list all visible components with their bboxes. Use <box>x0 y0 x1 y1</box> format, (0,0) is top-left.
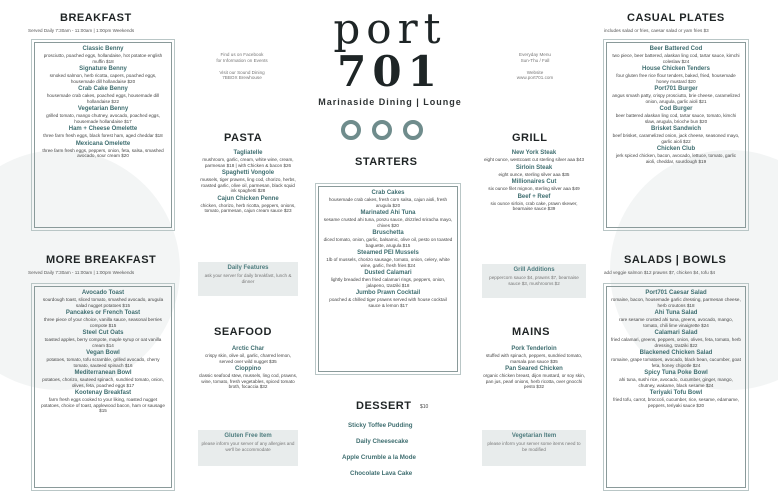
item-desc: jerk spiced chicken, bacon, avocado, lettuce, tomato, garlic aioli, cheddar, sourdough $19 <box>615 153 736 164</box>
info-line: for Information on Events <box>216 57 268 63</box>
grill-title: GRILL <box>512 132 548 144</box>
item-name: Port701 Burger <box>654 86 698 92</box>
item-desc: two piece, beer battered, alaskan ling cod, tartar sauce, kimchi coleslaw $24 <box>612 53 740 64</box>
menu-item <box>482 346 586 364</box>
menu-item <box>611 86 741 104</box>
pasta-list <box>198 150 298 216</box>
menu-item <box>611 390 741 408</box>
item-desc: farm fresh eggs cooked to your liking, roasted nugget potatoes, choice of toast, applewood bacon, ham or sausage $15 <box>41 397 165 413</box>
more-breakfast-menu-box <box>34 286 172 488</box>
item-desc: lightly breaded then fried calamari rings, peppers, onion, jalapeno, tzatziki $18 <box>330 277 446 288</box>
item-name: Ham + Cheese Omelette <box>68 126 138 132</box>
item-desc: poached & chilled tiger prawns served with house cocktail sauce & lemon $17 <box>329 297 447 308</box>
item-name: Sirloin Steak <box>515 164 553 171</box>
brand-tagline: Marinaside Dining | Lounge <box>318 97 462 107</box>
logo-ring-icon <box>372 120 392 140</box>
item-desc: prosciutto, poached eggs, hollandaise, hot potatoe english muffin $18 <box>43 53 163 64</box>
menu-item <box>482 179 586 192</box>
breakfast-subtitle: Served Daily 7:30am - 11:00am | 1:00pm Weekends <box>28 28 135 33</box>
item-name: Calamari Salad <box>654 330 698 336</box>
item-name: Kootenay Breakfast <box>74 390 132 396</box>
seafood-title: SEAFOOD <box>214 326 272 338</box>
menu-item <box>611 106 741 124</box>
more-breakfast-title: MORE BREAKFAST <box>46 254 157 266</box>
starters-title: STARTERS <box>355 156 418 168</box>
grill-additions-box <box>482 264 586 298</box>
menu-item <box>611 126 741 144</box>
item-desc: rare sesame crusted ahi tuna, greens, avocado, mango, tomato, chili lime vinaigrette $24 <box>619 317 733 328</box>
menu-item <box>611 330 741 348</box>
menu-item <box>198 196 298 214</box>
item-name: Pancakes or French Toast <box>65 310 141 316</box>
item-desc: organic chicken breast, dijon mustard, or soy skin, pan jus, pearl onions, herb ricotta, over gnocchi pesto $32 <box>483 373 585 389</box>
item-name: Cod Burger <box>659 106 693 112</box>
item-desc: angus smash patty, crispy prosciutto, brie cheese, caramelized onion, arugula, garlic aioli $21 <box>612 93 740 104</box>
menu-item <box>482 165 586 178</box>
item-desc: grilled tomato, mango chutney, avocado, poached eggs, housemade hollandaise $17 <box>46 113 160 124</box>
item-name: Teriyaki Tofu Bowl <box>649 390 703 396</box>
item-name: Classic Benny <box>82 46 124 52</box>
item-name: Millionaires Cut <box>511 179 557 185</box>
menu-item <box>198 170 298 194</box>
menu-item <box>39 390 167 414</box>
item-desc: stuffed with spinach, peppers, sundried tomato, marsala pan sauce $35 <box>485 353 583 364</box>
item-desc: beer battered alaskan ling cod, tartar sauce, tomato, kimchi slaw, arugula, brioche bun $20 <box>615 113 737 124</box>
menu-item <box>611 290 741 308</box>
salads-menu-box <box>606 286 746 488</box>
item-name: Chicken Club <box>656 146 696 152</box>
info-line: Everyday Menu <box>519 52 551 57</box>
item-desc: crispy skin, olive oil, garlic, charred lemon, served over wild nugget $35 <box>204 353 292 364</box>
salads-subtitle: add veggie salmon $12 prawns $7, chicken $4, tofu $4 <box>604 270 716 275</box>
logo-ring-icon <box>403 120 423 140</box>
menu-item <box>39 290 167 308</box>
item-desc: three piece of your choice, vanilla sauce, seasonal berries compote $15 <box>44 317 162 328</box>
dessert-item: Daily Cheesecake <box>356 438 409 445</box>
menu-item <box>39 350 167 368</box>
starters-menu-box <box>318 186 458 372</box>
menu-item <box>39 310 167 328</box>
item-name: Pork Tenderloin <box>511 346 557 352</box>
menu-item <box>482 150 586 163</box>
item-name: Cioppino <box>235 366 261 372</box>
feature-title: Grill Additions <box>513 267 555 273</box>
item-name: Jumbo Prawn Cocktail <box>355 290 421 296</box>
item-name: Beef + Reef <box>517 193 551 200</box>
item-name: Crab Cake Benny <box>78 86 128 92</box>
feature-desc: please inform your server some items need to be modified <box>487 441 581 452</box>
item-name: Pan Seared Chicken <box>505 366 563 372</box>
menu-item <box>323 210 453 228</box>
salads-title: SALADS | BOWLS <box>624 254 727 266</box>
item-desc: housemade crab cakes, poached eggs, housemade dill hollandaise $22 <box>46 93 160 104</box>
item-desc: sourdough toast, sliced tomato, smashed avocado, arugula salad nugget potatoes $15 <box>42 297 164 308</box>
item-desc: mussels, tiger prawns, ling cod, chorizo, herbs, roasted garlic, olive oil, parmesan, black squid ink spaghetti $28 <box>200 177 296 193</box>
feature-desc: peppercorn sauce $4, prawns $7, bearnaise sauce $3, mushrooms $2 <box>489 275 579 286</box>
breakfast-title: BREAKFAST <box>60 12 132 24</box>
item-name: Steel Cut Oats <box>82 330 124 336</box>
menu-item <box>39 126 167 139</box>
item-desc: beef brisket, caramelized onion, jack cheese, seasoned mayo, garlic aioli $22 <box>612 133 740 144</box>
item-name: Arctic Char <box>231 346 265 352</box>
item-desc: eight ounce, sterling silver aaa $35 <box>498 171 570 177</box>
item-desc: diced tomato, onion, garlic, balsamic, olive oil, pesto on toasted baguette, arugula $15 <box>323 237 453 248</box>
item-name: Mexicana Omelette <box>75 140 131 147</box>
menu-item <box>198 366 298 390</box>
info-right <box>490 52 580 81</box>
menu-item <box>39 106 167 124</box>
item-desc: ahi tuna, sushi rice, avocado, cucumber, ginger, mango, chutney, wakame, black sesame $24 <box>619 377 733 388</box>
item-name: Spicy Tuna Poke Bowl <box>644 370 708 376</box>
menu-item <box>323 270 453 288</box>
menu-item <box>611 370 741 388</box>
item-desc: toasted apples, berry compote, maple syrup or oat vanilla cream $14 <box>44 337 162 348</box>
menu-item <box>323 290 453 308</box>
menu-item <box>39 330 167 348</box>
gluten-free-box <box>198 430 298 466</box>
item-name: House Chicken Tenders <box>642 66 710 72</box>
menu-item <box>611 350 741 368</box>
menu-item <box>482 194 586 212</box>
info-line: Sun-Thu / Fall <box>520 57 550 63</box>
logo-ring-icon <box>341 120 361 140</box>
seafood-list <box>198 346 298 392</box>
dessert-item: Chocolate Lava Cake <box>350 470 413 477</box>
item-desc: housemade crab cakes, fresh corn salsa, cajun aioli, fresh arugula $20 <box>328 197 448 208</box>
item-name: Vegan Bowl <box>86 350 120 356</box>
mains-title: MAINS <box>512 326 550 338</box>
info-left <box>196 52 288 81</box>
breakfast-menu-box <box>34 42 172 228</box>
item-name: Spaghetti Vongole <box>221 170 275 176</box>
item-desc: fried tofu, carrot, broccoli, cucumber, rice, sesame, edamame, peppers, teriyaki sauce $20 <box>613 397 739 408</box>
menu-item <box>39 370 167 388</box>
casual-menu-box <box>606 42 746 228</box>
menu-item <box>482 366 586 390</box>
feature-title: Gluten Free Item <box>224 433 272 439</box>
item-name: Beer Battered Cod <box>649 46 703 52</box>
item-name: Ahi Tuna Salad <box>654 310 698 316</box>
item-name: Vegetarian Benny <box>77 106 129 112</box>
item-desc: sesame crusted ahi tuna, ponzu sauce, drizzled sriracha mayo, chives $20 <box>323 217 453 228</box>
dessert-title: DESSERT <box>356 400 412 412</box>
pasta-title: PASTA <box>224 132 263 144</box>
item-name: Mediterranean Bowl <box>74 370 132 376</box>
item-desc: romaine, bacon, housemade garlic dressing, parmesan cheese, herb croutons $18 <box>611 297 741 308</box>
menu-item <box>39 141 167 159</box>
feature-desc: ask your server for daily breakfast, lunch & dinner <box>204 273 292 284</box>
casual-title: CASUAL PLATES <box>627 12 725 24</box>
menu-item <box>323 230 453 248</box>
brand-name-line1: port <box>333 4 447 53</box>
menu-item <box>39 86 167 104</box>
item-desc: six ounce filet mignon, sterling silver aaa $49 <box>488 186 580 191</box>
dessert-item: Apple Crumble a la Mode <box>342 454 416 461</box>
item-desc: four gluten free rice flour tenders, baked, fried, housemade honey mustard $20 <box>616 73 736 84</box>
item-desc: three farm fresh eggs, black forest ham, aged cheddar $18 <box>43 133 163 138</box>
brand-logo <box>300 4 480 107</box>
item-desc: six ounce sirloin, crab cake, prawn skewer, bearnaise sauce $39 <box>490 200 578 211</box>
item-desc: classic seafood stew, mussels, ling cod, prawns, wine, tomato, fresh vegetables, spiced tomato broth, focaccia $32 <box>198 373 298 389</box>
casual-subtitle: includes salad or fries, caesar salad or yam fries $3 <box>604 28 709 33</box>
item-desc: three farm fresh eggs, peppers, onion, feta, salsa, smashed avocado, sour cream $20 <box>42 147 164 158</box>
grill-list <box>482 150 586 214</box>
item-name: Cajun Chicken Penne <box>217 195 279 202</box>
feature-title: Vegetarian Item <box>511 433 557 439</box>
item-desc: romaine, grape tomatoes, avocado, black bean, cucumber, goat feta, honey chipotle $24 <box>611 357 741 368</box>
daily-features-box <box>198 262 298 296</box>
feature-title: Daily Features <box>227 265 269 271</box>
item-desc: chicken, chorizo, herb ricotta, peppers, onions, tomato, parmesan, cajun cream sauce $23 <box>200 202 296 213</box>
item-name: Bruschetta <box>372 230 404 236</box>
menu-item <box>323 250 453 268</box>
item-desc: potatoes, chorizo, sauteed spinach, sundried tomato, onion, olives, feta, poached eggs $17 <box>42 377 164 388</box>
info-line: 7BBOX Brewhouse <box>222 75 262 81</box>
dessert-item: Sticky Toffee Pudding <box>348 422 413 429</box>
item-desc: potatoes, tomato, tofu scramble, grilled avocado, cherry tomato, sauteed spinach $16 <box>46 357 160 368</box>
menu-item <box>611 66 741 84</box>
mains-list <box>482 346 586 392</box>
info-line: Find us on Facebook <box>220 52 264 57</box>
item-name: Brisket Sandwich <box>650 126 701 132</box>
feature-desc: please inform your server of any allergies and we'll be accommodate <box>201 441 295 452</box>
item-desc: eight ounce, westcoast cut sterling silver aaa $43 <box>483 157 585 162</box>
item-desc: mushroom, garlic, cream, white wine, cream, parmesan $18 | with Chicken & bacon $26 <box>202 157 294 168</box>
menu-item <box>611 310 741 328</box>
item-name: Blackened Chicken Salad <box>639 350 713 356</box>
info-line: www.port701.com <box>516 75 554 81</box>
menu-item <box>198 150 298 168</box>
item-name: Tagliatelle <box>233 150 263 156</box>
item-name: Crab Cakes <box>371 190 405 196</box>
item-desc: 1lb of mussels, chorizo sausage, tomato, onion, celery, white wine, garlic, fresh fries $24 <box>326 257 450 268</box>
menu-item <box>39 66 167 84</box>
more-breakfast-subtitle: Served Daily 7:30am - 11:00am | 1:00pm Weekends <box>28 270 135 275</box>
item-name: Avocado Toast <box>81 290 125 296</box>
dessert-price: $10 <box>420 404 429 410</box>
info-line: Website <box>526 69 544 75</box>
item-name: New York Steak <box>511 150 557 156</box>
item-name: Signature Benny <box>79 66 127 72</box>
item-name: Port701 Caesar Salad <box>645 290 707 296</box>
menu-item <box>611 146 741 164</box>
item-name: Marinated Ahi Tuna <box>360 210 416 216</box>
brand-name-line2: 701 <box>337 47 443 96</box>
item-desc: fried calamari, greens, peppers, onion, olives, feta, tomato, herb dressing, tzatziki $22 <box>611 337 741 348</box>
vegetarian-box <box>482 430 586 466</box>
item-name: Dusted Calamari <box>364 270 412 276</box>
item-name: Steamed PEI Mussels <box>357 250 419 256</box>
info-line: Visit our Sound Dining <box>219 69 265 75</box>
menu-item <box>611 46 741 64</box>
item-desc: smoked salmon, herb ricotta, capers, poached eggs, housemade dill hollandaise $20 <box>49 73 157 84</box>
menu-item <box>39 46 167 64</box>
menu-item <box>198 346 298 364</box>
menu-item <box>323 190 453 208</box>
